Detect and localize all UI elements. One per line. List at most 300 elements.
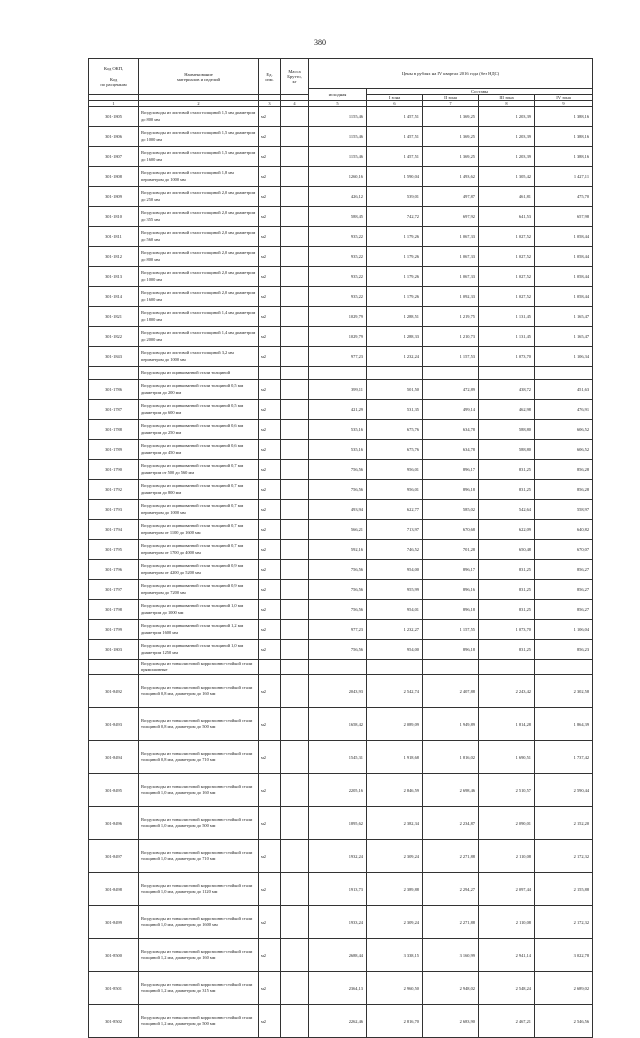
cell-code: 301-1807 <box>89 147 139 167</box>
cell-zone3-price: 831,25 <box>479 560 535 580</box>
cell-zone2-price: 896,18 <box>423 600 479 620</box>
header-code-line1: Код ОКП, <box>103 66 124 71</box>
cell-base-price: 592,16 <box>309 540 367 560</box>
cell-zone3-price: 2 110,08 <box>479 906 535 939</box>
cell-base-price: 1029,79 <box>309 327 367 347</box>
cell-zone4-price: 451,63 <box>535 380 593 400</box>
cell-zone2-price: 497,87 <box>423 187 479 207</box>
cell-mass <box>281 840 309 873</box>
cell-zone2-price: 1 816,02 <box>423 741 479 774</box>
cell-zone4-price: 1 388,16 <box>535 127 593 147</box>
cell-mass <box>281 480 309 500</box>
table-row <box>89 675 593 708</box>
table-row <box>89 327 593 347</box>
table-row <box>89 420 593 440</box>
cell-zone2-price: 1 157,53 <box>423 347 479 367</box>
cell-base-price: 421,29 <box>309 400 367 420</box>
table-row <box>89 972 593 1005</box>
cell-zone1-price: 1 457,51 <box>367 127 423 147</box>
cell-base-price: 756,56 <box>309 580 367 600</box>
cell-mass <box>281 187 309 207</box>
cell-mass <box>281 327 309 347</box>
cell-code <box>89 367 139 380</box>
column-number: 9 <box>535 101 593 107</box>
cell-zone3-price: 1 027,52 <box>479 247 535 267</box>
cell-unit: м2 <box>259 520 281 540</box>
column-number: 2 <box>139 101 259 107</box>
cell-name: Воздуховоды из оцинкованной стали толщиной 0,7 мм периметром от 1100 до 1600 мм <box>139 520 259 540</box>
cell-mass <box>281 420 309 440</box>
cell-unit: м2 <box>259 147 281 167</box>
cell-name: Воздуховоды из оцинкованной стали толщиной 0,7 мм периметром до 1000 мм <box>139 500 259 520</box>
table-row <box>89 741 593 774</box>
cell-zone4-price: 640,82 <box>535 520 593 540</box>
cell-zone4-price: 1 106,34 <box>535 347 593 367</box>
cell-code: 301-1795 <box>89 540 139 560</box>
cell-base-price: 756,56 <box>309 640 367 660</box>
header-mass-line3: кг <box>292 79 297 84</box>
cell-name: Воздуховоды из листовой стали толщиной 1,5 мм диаметром до 1000 мм <box>139 127 259 147</box>
cell-zone1-price: 1 288,33 <box>367 327 423 347</box>
cell-zone2-price: 896,17 <box>423 560 479 580</box>
cell-zone4-price: 2 172,32 <box>535 840 593 873</box>
header-base: исходная <box>309 89 367 101</box>
cell-zone2-price: 2 271,88 <box>423 906 479 939</box>
cell-name: Воздуховоды из листовой стали толщиной 2,0 мм диаметром до 250 мм <box>139 187 259 207</box>
table-row <box>89 267 593 287</box>
cell-mass <box>281 167 309 187</box>
cell-base-price: 2205,16 <box>309 774 367 807</box>
cell-unit: м2 <box>259 247 281 267</box>
cell-zone1-price: 1 288,51 <box>367 307 423 327</box>
cell-name: Воздуховоды из оцинкованной стали толщиной 1,0 мм диаметром 1250 мм <box>139 640 259 660</box>
table-row <box>89 107 593 127</box>
column-number: 5 <box>309 101 367 107</box>
cell-mass <box>281 873 309 906</box>
cell-name: Воздуховоды из тонколистовой коррозионно-стойкой стали толщиной 1,2 мм, диаметром до 160 мм <box>139 939 259 972</box>
cell-zone1-price: 2 089,09 <box>367 708 423 741</box>
cell-zone2-price: 1 157,55 <box>423 620 479 640</box>
cell-mass <box>281 1005 309 1038</box>
header-mass <box>281 59 309 95</box>
cell-zone4-price: 606,52 <box>535 420 593 440</box>
cell-zone3-price: 1 131,45 <box>479 307 535 327</box>
header-zone3: III зона <box>479 95 535 101</box>
header-name <box>139 59 259 95</box>
cell-unit: м2 <box>259 400 281 420</box>
cell-unit: м2 <box>259 708 281 741</box>
cell-base-price: 1029,79 <box>309 307 367 327</box>
cell-name: Воздуховоды из листовой стали толщиной 3,2 мм периметром до 1000 мм <box>139 347 259 367</box>
cell-base-price: 2043,93 <box>309 675 367 708</box>
cell-mass <box>281 400 309 420</box>
cell-zone1-price: 1 918,68 <box>367 741 423 774</box>
table-row <box>89 640 593 660</box>
cell-name: Воздуховоды из листовой стали толщиной 1,5 мм диаметром до 1600 мм <box>139 147 259 167</box>
cell-zone3-price: 831,25 <box>479 640 535 660</box>
cell-zone1-price: 531,35 <box>367 400 423 420</box>
cell-zone4-price: 856,28 <box>535 460 593 480</box>
cell-name: Воздуховоды из оцинкованной стали толщиной 0,9 мм периметром до 7200 мм <box>139 580 259 600</box>
cell-base-price: 935,22 <box>309 227 367 247</box>
cell-mass <box>281 247 309 267</box>
cell-name: Воздуховоды из тонколистовой коррозионно-стойкой стали толщиной 0,8 мм, диаметром до 500 мм <box>139 708 259 741</box>
cell-base-price: 399,11 <box>309 380 367 400</box>
cell-base-price: 935,22 <box>309 287 367 307</box>
cell-zone1-price: 955,99 <box>367 580 423 600</box>
column-number: 4 <box>281 101 309 107</box>
cell-name: Воздуховоды из оцинкованной стали толщиной 1,2 мм диаметром 1600 мм <box>139 620 259 640</box>
cell-zone4-price: 856,28 <box>535 480 593 500</box>
cell-zone4-price: 606,52 <box>535 440 593 460</box>
cell-zone3-price: 2 467,21 <box>479 1005 535 1038</box>
cell-zone1-price: 1 179,26 <box>367 287 423 307</box>
cell-unit: м2 <box>259 347 281 367</box>
cell-code: 301-1822 <box>89 327 139 347</box>
cell-mass <box>281 774 309 807</box>
cell-base-price: 1260,16 <box>309 167 367 187</box>
header-code-line3: по расценкам <box>100 82 127 87</box>
page-number: 380 <box>314 38 326 47</box>
header-zones-group: Составы <box>367 89 593 95</box>
cell-zone1-price: 539,01 <box>367 187 423 207</box>
cell-zone4-price: 1 058,44 <box>535 267 593 287</box>
table-row <box>89 620 593 640</box>
cell-base-price: 493,94 <box>309 500 367 520</box>
cell-unit: м2 <box>259 972 281 1005</box>
cell-zone4-price: 2 172,32 <box>535 906 593 939</box>
table-row <box>89 540 593 560</box>
cell-zone4-price: 856,23 <box>535 640 593 660</box>
table-row <box>89 347 593 367</box>
cell-zone3-price: 831,25 <box>479 460 535 480</box>
cell-zone1-price: 622,77 <box>367 500 423 520</box>
cell-name: Воздуховоды из тонколистовой коррозионно-стойкой стали прямошовные <box>139 660 259 675</box>
cell-zone1-price: 954,00 <box>367 560 423 580</box>
cell-base-price: 535,16 <box>309 420 367 440</box>
cell-unit <box>259 660 281 675</box>
cell-code: 301-8493 <box>89 708 139 741</box>
cell-code: 301-8497 <box>89 840 139 873</box>
cell-base-price: 1895,62 <box>309 807 367 840</box>
cell-code: 301-1792 <box>89 480 139 500</box>
table-row <box>89 873 593 906</box>
cell-zone2-price: 1 369,25 <box>423 107 479 127</box>
cell-unit: м2 <box>259 207 281 227</box>
cell-mass <box>281 307 309 327</box>
cell-code: 301-8494 <box>89 741 139 774</box>
cell-zone3-price: 1 027,52 <box>479 227 535 247</box>
cell-unit: м2 <box>259 500 281 520</box>
cell-base-price: 977,23 <box>309 620 367 640</box>
cell-zone2-price: 1 219,75 <box>423 307 479 327</box>
cell-zone4-price: 856,27 <box>535 560 593 580</box>
cell-unit: м2 <box>259 540 281 560</box>
cell-mass <box>281 287 309 307</box>
cell-zone4-price: 2 546,56 <box>535 1005 593 1038</box>
cell-zone3-price: 588,80 <box>479 440 535 460</box>
cell-zone1-price: 1 590,04 <box>367 167 423 187</box>
cell-base-price: 535,16 <box>309 440 367 460</box>
cell-zone2-price: 2 294,27 <box>423 873 479 906</box>
cell-mass <box>281 367 309 380</box>
cell-base-price: 1933,24 <box>309 906 367 939</box>
cell-mass <box>281 500 309 520</box>
cell-zone1-price: 2 309,24 <box>367 840 423 873</box>
cell-mass <box>281 227 309 247</box>
cell-zone2-price: 1 369,25 <box>423 127 479 147</box>
header-unit-line2: изм. <box>265 76 274 82</box>
cell-zone2-price: 472,89 <box>423 380 479 400</box>
cell-code: 301-8496 <box>89 807 139 840</box>
cell-code: 301-1794 <box>89 520 139 540</box>
cell-base-price: 426,12 <box>309 187 367 207</box>
cell-zone2-price: 585,02 <box>423 500 479 520</box>
cell-zone4-price: 1 165,47 <box>535 327 593 347</box>
column-number: 7 <box>423 101 479 107</box>
cell-zone3-price: 641,53 <box>479 207 535 227</box>
cell-code: 301-1793 <box>89 500 139 520</box>
cell-zone4-price: 476,91 <box>535 400 593 420</box>
cell-code: 301-1799 <box>89 620 139 640</box>
cell-unit <box>259 367 281 380</box>
cell-zone4-price <box>535 660 593 675</box>
cell-zone4-price: 1 388,16 <box>535 147 593 167</box>
header-mass-line2: Брутто, <box>287 74 302 79</box>
cell-zone3-price <box>479 660 535 675</box>
table-row <box>89 287 593 307</box>
cell-base-price: 566,21 <box>309 520 367 540</box>
cell-zone2-price: 896,17 <box>423 460 479 480</box>
cell-name: Воздуховоды из листовой стали толщиной 1,4 мм диаметром до 1800 мм <box>139 307 259 327</box>
cell-code: 301-1789 <box>89 440 139 460</box>
cell-unit: м2 <box>259 560 281 580</box>
cell-zone3-price: 622,09 <box>479 520 535 540</box>
cell-zone1-price: 2 309,24 <box>367 906 423 939</box>
table-row <box>89 580 593 600</box>
cell-zone2-price: 499,14 <box>423 400 479 420</box>
header-zone4: IV зона <box>535 95 593 101</box>
cell-unit: м2 <box>259 840 281 873</box>
cell-base-price: 977,23 <box>309 347 367 367</box>
cell-zone4-price: 856,27 <box>535 580 593 600</box>
cell-code: 301-1806 <box>89 127 139 147</box>
table-row <box>89 500 593 520</box>
cell-zone4-price: 1 427,11 <box>535 167 593 187</box>
cell-unit: м2 <box>259 906 281 939</box>
cell-code: 301-1808 <box>89 167 139 187</box>
cell-zone4-price: 1 058,44 <box>535 227 593 247</box>
cell-unit: м2 <box>259 741 281 774</box>
cell-name: Воздуховоды из тонколистовой коррозионно-стойкой стали толщиной 1,2 мм, диаметром до 315 мм <box>139 972 259 1005</box>
cell-mass <box>281 972 309 1005</box>
cell-mass <box>281 147 309 167</box>
cell-zone1-price: 954,01 <box>367 600 423 620</box>
table-row <box>89 480 593 500</box>
cell-mass <box>281 380 309 400</box>
cell-zone3-price: 2 548,24 <box>479 972 535 1005</box>
cell-mass <box>281 520 309 540</box>
cell-name: Воздуховоды из листовой стали толщиной 2,0 мм диаметром до 355 мм <box>139 207 259 227</box>
cell-name: Воздуховоды из оцинкованной стали толщиной <box>139 367 259 380</box>
cell-zone4-price: 670,07 <box>535 540 593 560</box>
cell-name: Воздуховоды из листовой стали толщиной 2,0 мм диаметром до 1000 мм <box>139 267 259 287</box>
header-zone1: I зона <box>367 95 423 101</box>
table-row <box>89 560 593 580</box>
cell-base-price: 1155,46 <box>309 127 367 147</box>
cell-code: 301-8501 <box>89 972 139 1005</box>
cell-unit: м2 <box>259 873 281 906</box>
column-number: 6 <box>367 101 423 107</box>
cell-zone3-price: 438,72 <box>479 380 535 400</box>
table-row <box>89 247 593 267</box>
cell-zone2-price: 1 067,33 <box>423 247 479 267</box>
cell-code: 301-8498 <box>89 873 139 906</box>
cell-zone2-price: 896,16 <box>423 580 479 600</box>
cell-zone4-price: 2 590,44 <box>535 774 593 807</box>
cell-unit: м2 <box>259 600 281 620</box>
header-code-line2: Код <box>109 77 118 82</box>
cell-name: Воздуховоды из листовой стали толщиной 2,0 мм диаметром до 800 мм <box>139 247 259 267</box>
cell-name: Воздуховоды из тонколистовой коррозионно-стойкой стали толщиной 1,0 мм, диаметром до 1600 мм <box>139 906 259 939</box>
table-row <box>89 460 593 480</box>
cell-zone4-price: 3 022,78 <box>535 939 593 972</box>
cell-zone1-price: 713,97 <box>367 520 423 540</box>
cell-zone2-price: 670,68 <box>423 520 479 540</box>
cell-code <box>89 660 139 675</box>
cell-base-price: 1155,46 <box>309 147 367 167</box>
header-name-line1: Наименование <box>184 71 213 77</box>
cell-mass <box>281 620 309 640</box>
cell-zone1-price: 675,76 <box>367 440 423 460</box>
cell-zone2-price: 896,18 <box>423 640 479 660</box>
cell-zone1-price <box>367 660 423 675</box>
cell-unit: м2 <box>259 187 281 207</box>
cell-unit: м2 <box>259 267 281 287</box>
table-row <box>89 207 593 227</box>
cell-code: 301-1814 <box>89 287 139 307</box>
cell-zone1-price: 954,00 <box>367 640 423 660</box>
cell-zone2-price: 2 683,90 <box>423 1005 479 1038</box>
table-row <box>89 708 593 741</box>
cell-zone1-price: 2 816,70 <box>367 1005 423 1038</box>
table-row <box>89 807 593 840</box>
cell-zone3-price: 1 814,28 <box>479 708 535 741</box>
cell-unit: м2 <box>259 807 281 840</box>
table-row <box>89 520 593 540</box>
cell-zone3-price: 2 110,08 <box>479 840 535 873</box>
cell-mass <box>281 741 309 774</box>
table-row <box>89 840 593 873</box>
cell-unit: м2 <box>259 307 281 327</box>
cell-zone1-price <box>367 367 423 380</box>
cell-mass <box>281 807 309 840</box>
cell-base-price: 756,56 <box>309 600 367 620</box>
cell-zone1-price: 2 846,59 <box>367 774 423 807</box>
cell-mass <box>281 267 309 287</box>
cell-zone3-price: 1 203,39 <box>479 107 535 127</box>
price-table <box>88 58 593 1038</box>
cell-zone4-price: 1 106,04 <box>535 620 593 640</box>
table-row <box>89 600 593 620</box>
cell-unit: м2 <box>259 327 281 347</box>
cell-zone1-price: 501,50 <box>367 380 423 400</box>
cell-zone3-price: 1 203,39 <box>479 147 535 167</box>
cell-zone3-price: 831,25 <box>479 580 535 600</box>
cell-unit: м2 <box>259 227 281 247</box>
cell-unit: м2 <box>259 440 281 460</box>
cell-name: Воздуховоды из оцинкованной стали толщиной 0,7 мм периметром от 1700 до 4000 мм <box>139 540 259 560</box>
cell-code: 301-1821 <box>89 307 139 327</box>
cell-zone3-price: 831,25 <box>479 480 535 500</box>
cell-zone3-price: 1 027,52 <box>479 287 535 307</box>
cell-zone3-price: 2 097,44 <box>479 873 535 906</box>
cell-zone1-price: 956,01 <box>367 460 423 480</box>
cell-zone2-price: 1 493,62 <box>423 167 479 187</box>
cell-mass <box>281 675 309 708</box>
cell-zone4-price: 1 864,39 <box>535 708 593 741</box>
cell-zone2-price: 1 949,89 <box>423 708 479 741</box>
table-row <box>89 774 593 807</box>
cell-zone3-price: 1 027,52 <box>479 267 535 287</box>
cell-base-price: 756,56 <box>309 560 367 580</box>
cell-zone1-price: 2 389,88 <box>367 873 423 906</box>
cell-zone2-price: 634,78 <box>423 420 479 440</box>
cell-zone2-price: 2 234,87 <box>423 807 479 840</box>
cell-code: 301-8499 <box>89 906 139 939</box>
cell-unit: м2 <box>259 620 281 640</box>
cell-mass <box>281 347 309 367</box>
table-row <box>89 906 593 939</box>
column-number: 8 <box>479 101 535 107</box>
cell-zone3-price: 1 690,51 <box>479 741 535 774</box>
cell-name: Воздуховоды из листовой стали толщиной 2,0 мм диаметром до 1600 мм <box>139 287 259 307</box>
cell-zone1-price: 1 232,27 <box>367 620 423 640</box>
cell-unit: м2 <box>259 675 281 708</box>
cell-zone1-price: 742,72 <box>367 207 423 227</box>
header-prices-group: Цены в рублях на IV квартал 2016 года (без НДС) <box>309 59 593 89</box>
column-number: 3 <box>259 101 281 107</box>
cell-zone3-price: 461,81 <box>479 187 535 207</box>
cell-unit: м2 <box>259 774 281 807</box>
cell-base-price: 756,56 <box>309 480 367 500</box>
column-number: 1 <box>89 101 139 107</box>
cell-code: 301-1790 <box>89 460 139 480</box>
header-mass-line1: Масса <box>288 69 301 74</box>
cell-zone2-price: 896,18 <box>423 480 479 500</box>
cell-zone1-price: 1 179,26 <box>367 247 423 267</box>
cell-unit: м2 <box>259 107 281 127</box>
cell-unit: м2 <box>259 1005 281 1038</box>
header-unit <box>259 59 281 95</box>
cell-mass <box>281 460 309 480</box>
cell-zone3-price: 1 131,45 <box>479 327 535 347</box>
cell-zone3-price: 1 203,39 <box>479 127 535 147</box>
cell-zone3-price: 1 073,70 <box>479 620 535 640</box>
cell-base-price: 756,56 <box>309 460 367 480</box>
cell-name: Воздуховоды из тонколистовой коррозионно-стойкой стали толщиной 1,0 мм, диаметром до 160 мм <box>139 774 259 807</box>
cell-code: 301-8500 <box>89 939 139 972</box>
cell-zone2-price: 1 092,33 <box>423 287 479 307</box>
cell-zone4-price <box>535 367 593 380</box>
cell-zone3-price: 2 243,42 <box>479 675 535 708</box>
cell-base-price: 2364,13 <box>309 972 367 1005</box>
cell-unit: м2 <box>259 640 281 660</box>
cell-mass <box>281 640 309 660</box>
cell-zone1-price: 675,76 <box>367 420 423 440</box>
cell-zone3-price: 542,64 <box>479 500 535 520</box>
table-row <box>89 147 593 167</box>
